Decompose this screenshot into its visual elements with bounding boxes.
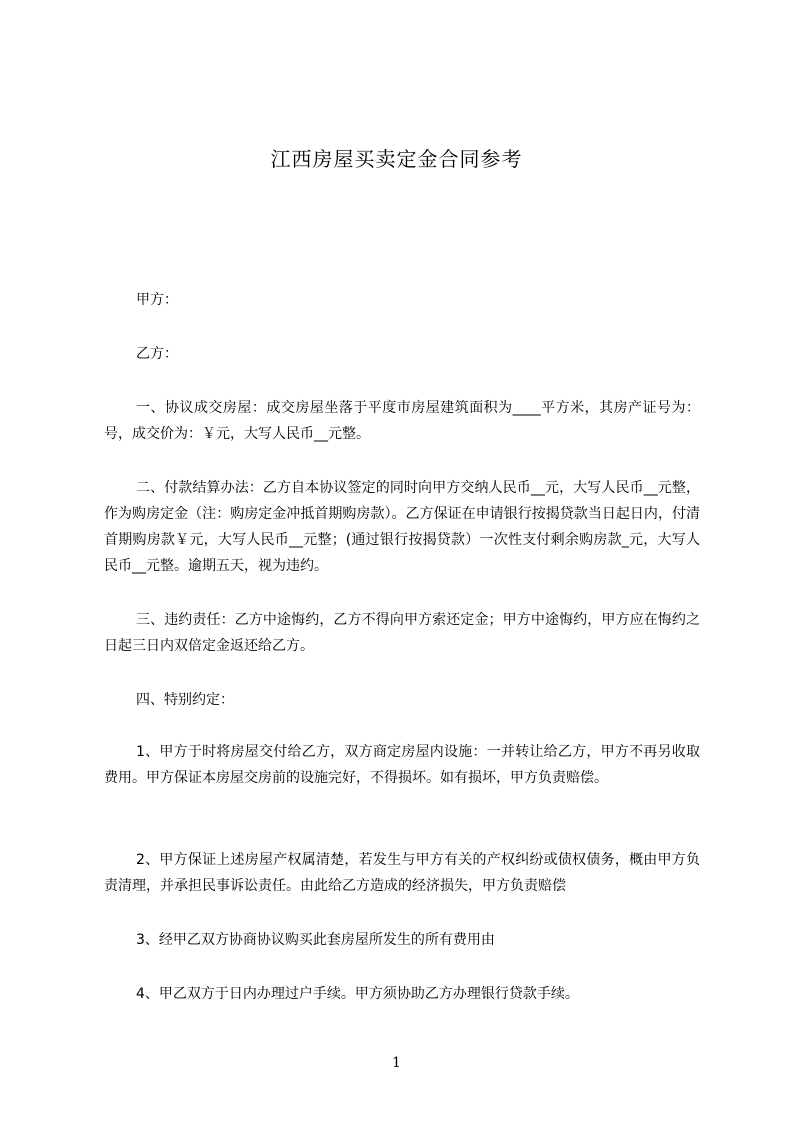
clause-2-payment-settlement: 二、付款结算办法：乙方自本协议签定的同时向甲方交纳人民币__元，大写人民币__元整，作为购房定金（注：购房定金冲抵首期购房款）。乙方保证在申请银行按揭贷款当日起日内，付清首期购房款￥元，大写人民币__元整；(通过银行按揭贷款）一次性支付剩余购房款_元，大写人民币__元整。逾期五天，视为违约。 bbox=[104, 480, 700, 574]
party-b-label: 乙方： bbox=[136, 346, 178, 362]
special-item-3: 3、经甲乙双方协商协议购买此套房屋所发生的所有费用由 bbox=[136, 932, 495, 948]
document-title: 江西房屋买卖定金合同参考 bbox=[270, 147, 523, 171]
party-a-label: 甲方： bbox=[136, 292, 178, 308]
page-number: 1 bbox=[392, 1055, 401, 1071]
clause-1-transaction-property: 一、协议成交房屋：成交房屋坐落于平度市房屋建筑面积为____平方米，其房产证号为：号，成交价为：￥元，大写人民币__元整。 bbox=[104, 400, 700, 442]
clause-3-liability-for-breach: 三、违约责任：乙方中途悔约，乙方不得向甲方索还定金；甲方中途悔约，甲方应在悔约之日起三日内双倍定金返还给乙方。 bbox=[104, 612, 700, 654]
clause-4-special-agreement: 四、特别约定： bbox=[136, 692, 234, 708]
special-item-2: 2、甲方保证上述房屋产权属清楚，若发生与甲方有关的产权纠纷或债权债务，概由甲方负责清理，并承担民事诉讼责任。由此给乙方造成的经济损失，甲方负责赔偿 bbox=[104, 852, 700, 894]
special-item-1: 1、甲方于时将房屋交付给乙方，双方商定房屋内设施：一并转让给乙方，甲方不再另收取费用。甲方保证本房屋交房前的设施完好，不得损坏。如有损坏，甲方负责赔偿。 bbox=[104, 744, 700, 786]
special-item-4: 4、甲乙双方于日内办理过户手续。甲方须协助乙方办理银行贷款手续。 bbox=[136, 986, 579, 1002]
